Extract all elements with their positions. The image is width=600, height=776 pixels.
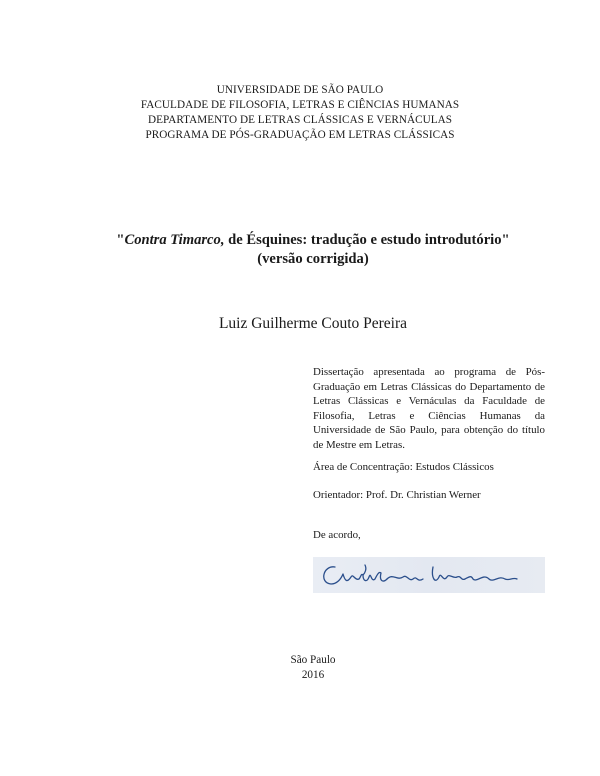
agreement-text: De acordo, <box>313 529 361 541</box>
author-name: Luiz Guilherme Couto Pereira <box>218 315 408 332</box>
place-year: 2016 <box>301 669 325 681</box>
header-faculty: FACULDADE DE FILOSOFIA, LETRAS E CIÊNCIAS HUMANAS <box>140 99 460 111</box>
advisor-signature <box>313 557 545 593</box>
title-italic-work: Contra Timarco, <box>124 232 225 248</box>
place-city: São Paulo <box>290 654 336 666</box>
dissertation-statement: Dissertação apresentada ao programa de Pós-Graduação em Letras Clássicas do Departamento de Letras Clássicas e Vernáculas da Faculdade de Filosofia, Letras e Ciências Humanas da Universidade de São Paulo, para obtenção do título de Mestre em Letras. <box>313 366 545 451</box>
header-program: PROGRAMA DE PÓS-GRADUAÇÃO EM LETRAS CLÁSSICAS <box>145 129 455 141</box>
title-open-quote: " <box>116 232 125 248</box>
institution-header <box>0 83 600 143</box>
title-rest: de Ésquines: tradução e estudo introdutório" <box>224 232 510 248</box>
title-line-1 <box>0 231 600 250</box>
header-university: UNIVERSIDADE DE SÃO PAULO <box>216 84 384 96</box>
advisor: Orientador: Prof. Dr. Christian Werner <box>313 489 481 501</box>
header-department: DEPARTAMENTO DE LETRAS CLÁSSICAS E VERNÁCULAS <box>147 114 453 126</box>
place-and-date <box>0 653 600 683</box>
thesis-title <box>0 231 600 269</box>
signature-image <box>313 557 545 593</box>
title-line-2: (versão corrigida) <box>257 251 369 267</box>
concentration-area: Área de Concentração: Estudos Clássicos <box>313 461 494 473</box>
